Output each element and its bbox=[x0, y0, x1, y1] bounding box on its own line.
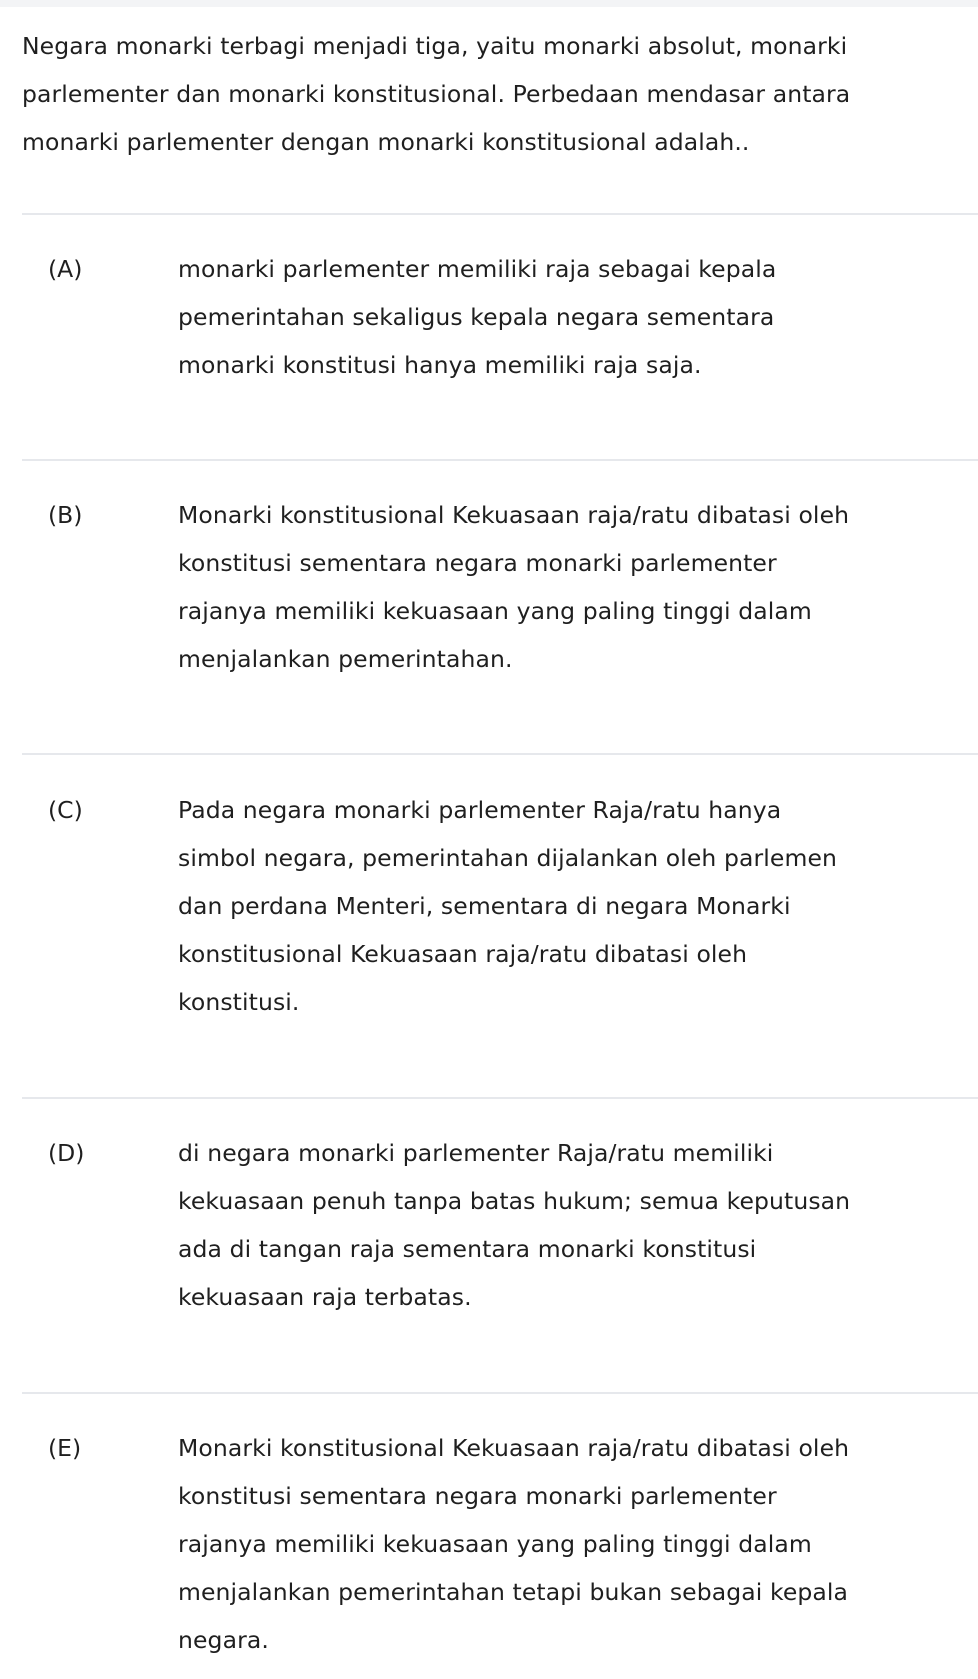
option-line: pemerintahan sekaligus kepala negara sementara bbox=[178, 303, 775, 331]
option-line: monarki konstitusi hanya memiliki raja saja. bbox=[178, 351, 702, 379]
option-line: di negara monarki parlementer Raja/ratu memiliki bbox=[178, 1139, 774, 1167]
divider bbox=[22, 1392, 978, 1394]
option-line: rajanya memiliki kekuasaan yang paling tinggi dalam bbox=[178, 597, 812, 625]
option-line: konstitusi sementara negara monarki parlementer bbox=[178, 1482, 777, 1510]
option-label: (C) bbox=[48, 796, 83, 824]
option-label: (E) bbox=[48, 1434, 82, 1462]
option-label: (D) bbox=[48, 1139, 85, 1167]
option-line: negara. bbox=[178, 1626, 269, 1654]
option-line: monarki parlementer memiliki raja sebagai kepala bbox=[178, 255, 777, 283]
divider bbox=[22, 753, 978, 755]
option-line: konstitusi. bbox=[178, 988, 300, 1016]
option-text bbox=[178, 1424, 958, 1664]
question-text bbox=[22, 22, 962, 166]
question-line: parlementer dan monarki konstitusional. Perbedaan mendasar antara bbox=[22, 80, 851, 108]
option-line: ada di tangan raja sementara monarki konstitusi bbox=[178, 1235, 757, 1263]
divider bbox=[22, 213, 978, 215]
question-line: Negara monarki terbagi menjadi tiga, yaitu monarki absolut, monarki bbox=[22, 32, 848, 60]
divider bbox=[22, 459, 978, 461]
option-label: (B) bbox=[48, 501, 83, 529]
option-text bbox=[178, 786, 958, 1026]
question-line: monarki parlementer dengan monarki konstitusional adalah.. bbox=[22, 128, 750, 156]
option-label: (A) bbox=[48, 255, 83, 283]
option-line: konstitusi sementara negara monarki parlementer bbox=[178, 549, 777, 577]
option-line: kekuasaan penuh tanpa batas hukum; semua keputusan bbox=[178, 1187, 851, 1215]
option-line: konstitusional Kekuasaan raja/ratu dibatasi oleh bbox=[178, 940, 748, 968]
option-text bbox=[178, 245, 958, 389]
option-line: dan perdana Menteri, sementara di negara Monarki bbox=[178, 892, 791, 920]
option-line: Monarki konstitusional Kekuasaan raja/ratu dibatasi oleh bbox=[178, 501, 850, 529]
option-line: Pada negara monarki parlementer Raja/ratu hanya bbox=[178, 796, 782, 824]
option-line: kekuasaan raja terbatas. bbox=[178, 1283, 472, 1311]
option-line: menjalankan pemerintahan tetapi bukan sebagai kepala bbox=[178, 1578, 849, 1606]
divider bbox=[22, 1097, 978, 1099]
top-strip bbox=[0, 0, 978, 7]
option-line: Monarki konstitusional Kekuasaan raja/ratu dibatasi oleh bbox=[178, 1434, 850, 1462]
option-line: rajanya memiliki kekuasaan yang paling tinggi dalam bbox=[178, 1530, 812, 1558]
option-text bbox=[178, 491, 958, 683]
option-line: simbol negara, pemerintahan dijalankan oleh parlemen bbox=[178, 844, 838, 872]
option-text bbox=[178, 1129, 958, 1321]
option-line: menjalankan pemerintahan. bbox=[178, 645, 513, 673]
